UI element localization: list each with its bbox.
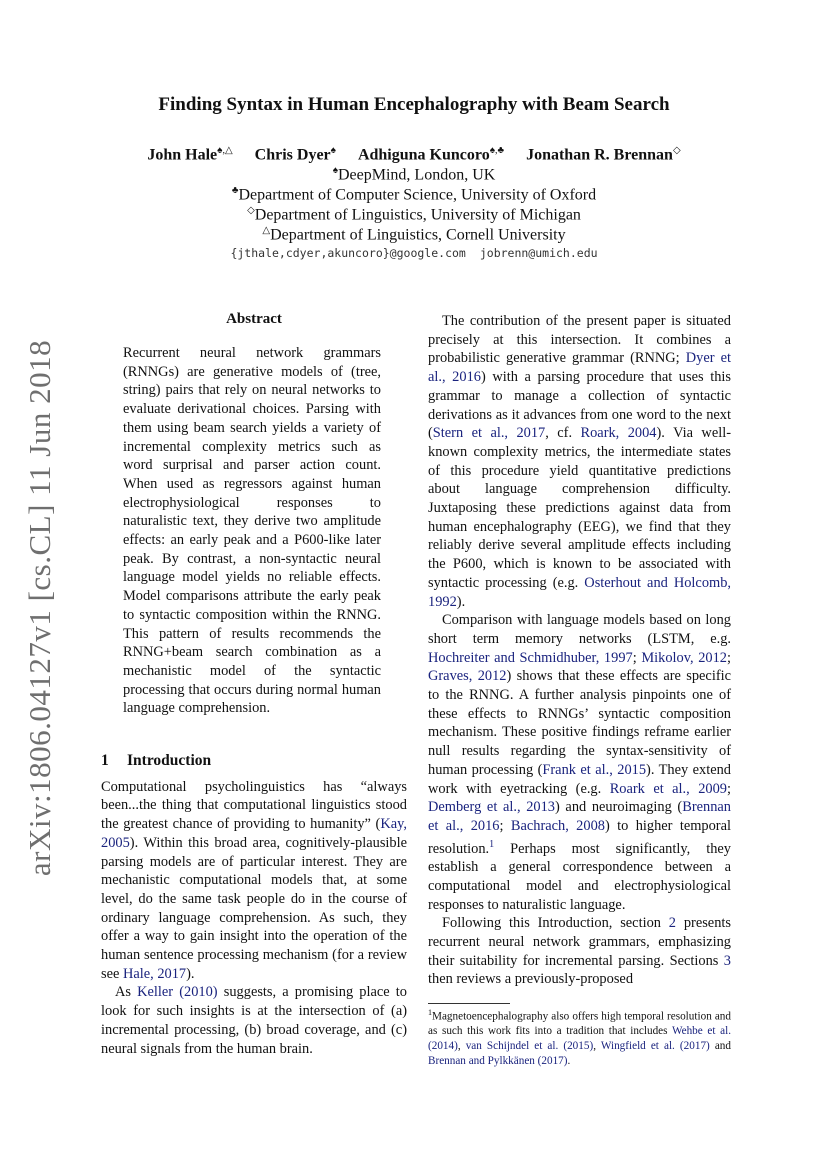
citation-link[interactable]: Osterhout and Holcomb, 1992 [428,574,731,610]
citation-link[interactable]: Keller (2010) [137,984,218,1001]
author-list [0,145,828,164]
left-column [101,752,407,1058]
affiliation-text: Department of Linguistics, University of Michigan [254,206,581,224]
affiliation-text: DeepMind, London, UK [338,166,496,184]
arxiv-sidebar [22,339,58,877]
paragraph: As Keller (2010) suggests, a promising place to look for such insights is at the intersection of (a) incremental processing, (b) broad coverage, and (c) neural signals from the human brain. [101,984,407,1057]
citation-link[interactable]: van Schijndel et al. (2015) [465,1039,594,1052]
affiliation-mark: △ [262,225,271,236]
paragraph: Comparison with language models based on long short term memory networks (LSTM, e.g. Hochreiter and Schmidhuber, 1997; Mikolov, 2012; Graves, 2012) shows that these effects are specific to the RNNG. A further analysis pinpoints one of these effects to RNNGs’ syntactic composition mechanism. These positive findings reframe earlier null results regarding the syntax-sensitivity of human processing (Frank et al., 2015). They extend work with eyetracking (e.g. Roark et al., 2009; Demberg et al., 2013) and neuroimaging (Brennan et al., 2016; Bachrach, 2008) to higher temporal resolution.$^1$ Perhaps most significantly, they establish a general correspondence between a computational model and electrophysiological responses to naturalistic language. [428,612,731,913]
author-marks: ♠,♣ [489,145,505,156]
section-heading [101,752,407,771]
paragraph: The contribution of the present paper is situated precisely at this intersection. It combines a probabilistic generative grammar (RNNG; Dyer et al., 2016) with a parsing procedure that uses this grammar to manage a collection of syntactic derivations as it advances from one word to the next (Stern et al., 2017, cf. Roark, 2004). Via well-known complexity metrics, the intermediate states of this procedure yield quantitative predictions about language comprehension difficulty. Juxtaposing these predictions against data from human encephalography (EEG), we find that they reliably derive several amplitude effects including the P600, which is known to be associated with syntactic processing (e.g. Osterhout and Holcomb, 1992). [428,313,732,610]
affiliation [0,225,828,244]
abstract-text: Recurrent neural network grammars (RNNGs) are generative models of (tree, string) pairs that rely on neural networks to evaluate derivational choices. Parsing with them using beam search yields a variety of incremental complexity metrics such as word surprisal and parser action count. When used as regressors against human electrophysiological responses to naturalistic text, they derive two amplitude effects: an early peak and a P600-like later peak. By contrast, a non-syntactic neural language model yields no reliable effects. Model comparisons attribute the early peak to syntactic composition within the RNNG. This pattern of results recommends the RNNG+beam search combination as a mechanistic model of the syntactic processing that occurs during normal human language comprehension. [123,345,381,717]
citation-link[interactable]: Roark, 2004 [580,425,657,442]
author-marks: ♠,△ [217,145,233,156]
affiliation [0,165,828,184]
footnote-rule [428,1003,510,1004]
email-google[interactable]: {jthale,cdyer,akuncoro}@google.com [230,246,466,260]
affiliation [0,205,828,224]
author-name: Chris Dyer [254,146,331,164]
affiliation-mark: ♠ [332,165,338,176]
citation-link[interactable]: Brennan et al., 2016 [428,799,731,834]
section-reference-link[interactable]: 3 [723,952,731,969]
citation-link[interactable]: Stern et al., 2017 [432,425,546,442]
paper-title: Finding Syntax in Human Encephalography with Beam Search [158,94,670,115]
citation-link[interactable]: Roark et al., 2009 [609,780,727,797]
citation-link[interactable]: Frank et al., 2015 [542,761,647,778]
section-number: 1 [101,752,109,769]
footnote-marker[interactable]: 1 [489,838,495,850]
author-name: John Hale [147,146,218,164]
citation-link[interactable]: Hochreiter and Schmidhuber, 1997 [428,649,633,666]
author-name: Adhiguna Kuncoro [357,146,490,164]
affiliation-text: Department of Linguistics, Cornell University [270,226,566,244]
citation-link[interactable]: Hale, 2017 [122,965,187,982]
footnote: $^1$Magnetoencephalography also offers high temporal resolution and as such this work fits into a tradition that includes Wehbe et al. (2014), van Schijndel et al. (2015), Wingfield et al. (2017) and Brennan and Pylkkänen (2017). [428,1008,731,1067]
citation-link[interactable]: Dyer et al., 2016 [428,350,731,386]
affiliation [0,185,828,204]
abstract-heading: Abstract [226,311,282,327]
author-emails [0,246,828,260]
paragraph: Following this Introduction, section 2 presents recurrent neural network grammars, emphasizing their suitability for incremental parsing. Sections 3 then reviews a previously-proposed [428,915,731,988]
author-marks: ♠ [330,145,336,156]
citation-link[interactable]: Bachrach, 2008 [510,817,605,834]
citation-link[interactable]: Graves, 2012 [428,668,507,685]
citation-link[interactable]: Wingfield et al. (2017) [600,1039,710,1052]
citation-link[interactable]: Demberg et al., 2013 [428,799,555,816]
citation-link[interactable]: Mikolov, 2012 [641,649,727,666]
affiliation-mark: ◇ [247,205,255,216]
arxiv-identifier: arXiv:1806.04127v1 [cs.CL] 11 Jun 2018 [22,339,58,877]
section-title: Introduction [127,752,212,769]
author-name: Jonathan R. Brennan [526,146,673,164]
right-column [428,312,731,989]
email-umich[interactable]: jobrenn@umich.edu [479,246,598,260]
citation-link[interactable]: Kay, 2005 [101,816,407,851]
affiliation-mark: ♣ [231,185,239,196]
section-reference-link[interactable]: 2 [668,915,676,932]
footnote-number: 1 [428,1008,432,1017]
citation-link[interactable]: Brennan and Pylkkänen (2017) [428,1054,568,1067]
paragraph: Computational psycholinguistics has “always been...the thing that computational linguistics stood the greatest chance of providing to humanity” (Kay, 2005). Within this broad area, cognitively-plausible parsing models are of particular interest. They are mechanistic computational models that, at some level, do the same task people do in the course of ordinary language comprehension. As such, they offer a way to gain insight into the operation of the human sentence processing mechanism (for a review see Hale, 2017). [101,778,407,982]
citation-link[interactable]: Wehbe et al. (2014) [428,1025,731,1052]
author-marks: ◇ [672,145,681,156]
affiliation-text: Department of Computer Science, University of Oxford [238,186,597,204]
